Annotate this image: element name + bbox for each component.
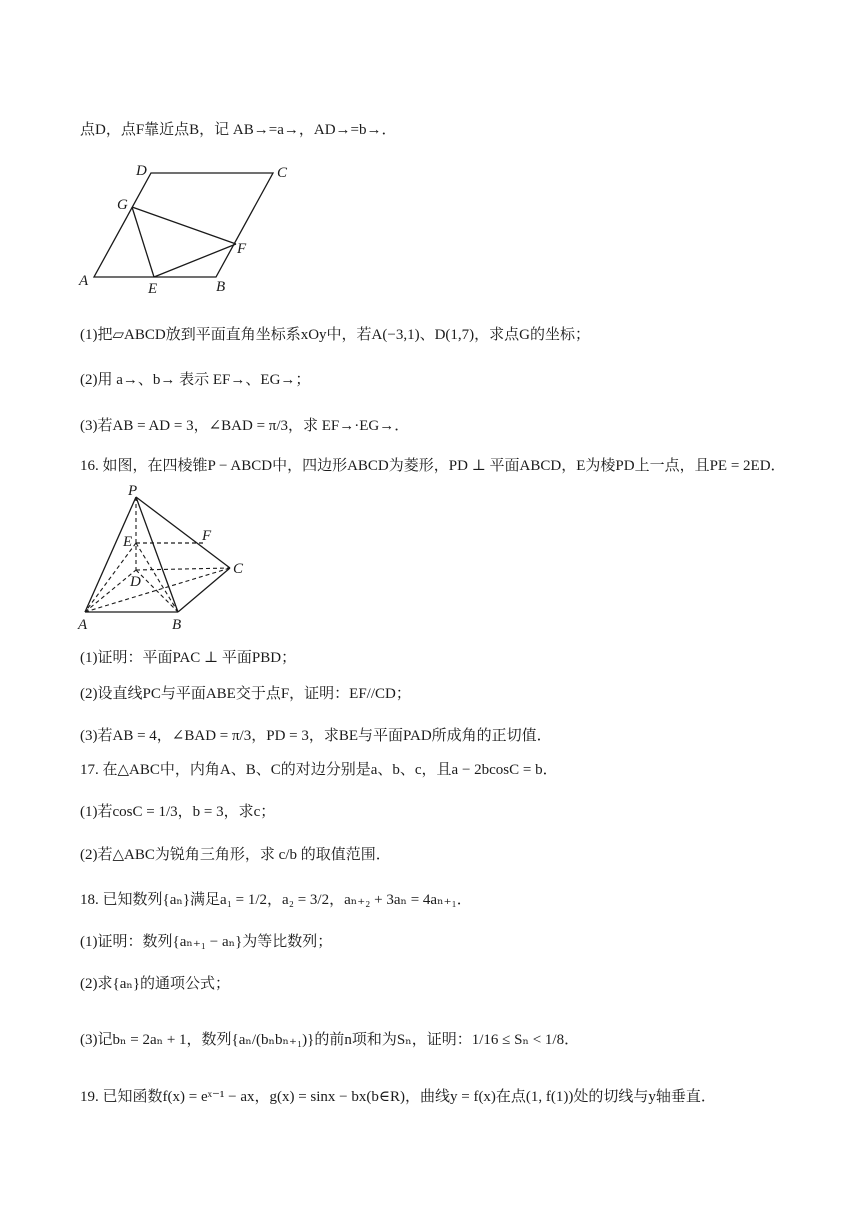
problem16-part3: (3)若AB = 4，∠BAD = π/3，PD = 3，求BE与平面PAD所成角的正切值．	[80, 728, 552, 744]
problem18-part3: (3)记bₙ = 2aₙ + 1，数列{aₙ/(bₙbₙ₊₁)}的前n项和为Sₙ，证明：1/16 ≤ Sₙ < 1/8．	[80, 1032, 580, 1048]
hidden-edge-dc	[136, 568, 230, 570]
problem18-statement: 18. 已知数列{aₙ}满足a₁ = 1/2，a₂ = 3/2，aₙ₊₂ + 3aₙ = 4aₙ₊₁．	[80, 892, 472, 908]
problem18-part1: (1)证明：数列{aₙ₊₁ − aₙ}为等比数列；	[80, 934, 333, 950]
label-c: C	[233, 561, 244, 577]
problem15-context: 点D，点F靠近点B，记 AB→=a→，AD→=b→．	[80, 122, 397, 138]
hidden-edge-db	[136, 570, 178, 612]
problem19-statement: 19. 已知函数f(x) = eˣ⁻¹ − ax，g(x) = sinx − bx(b∈R)，曲线y = f(x)在点(1, f(1))处的切线与y轴垂直．	[80, 1089, 716, 1105]
problem16-part1: (1)证明：平面PAC ⊥ 平面PBD；	[80, 650, 297, 666]
edge-pc	[136, 497, 230, 568]
problem15-part1: (1)把▱ABCD放到平面直角坐标系xOy中，若A(−3,1)、D(1,7)，求点G的坐标；	[80, 327, 590, 343]
hidden-diag-ac	[85, 568, 230, 612]
problem17-part1: (1)若cosC = 1/3，b = 3，求c；	[80, 804, 276, 820]
problem16-part2: (2)设直线PC与平面ABE交于点F，证明：EF//CD；	[80, 686, 411, 702]
label-a: A	[79, 273, 89, 289]
label-b: B	[172, 617, 182, 633]
label-f: F	[237, 241, 247, 257]
segment-ge	[132, 207, 154, 277]
edge-pa	[85, 497, 136, 612]
label-f: F	[202, 528, 212, 544]
segment-ef	[154, 244, 236, 277]
problem16-statement: 16. 如图，在四棱锥P − ABCD中，四边形ABCD为菱形，PD ⊥ 平面ABCD，E为棱PD上一点，且PE = 2ED．	[80, 458, 786, 474]
label-p: P	[128, 483, 138, 499]
parallelogram-figure	[70, 155, 310, 300]
label-a: A	[78, 617, 88, 633]
label-g: G	[117, 197, 128, 213]
label-d: D	[130, 574, 141, 590]
label-b: B	[216, 279, 226, 295]
label-d: D	[136, 163, 147, 179]
problem18-part2: (2)求{aₙ}的通项公式；	[80, 976, 231, 992]
hidden-edge-ad	[85, 570, 136, 612]
pyramid-figure	[70, 480, 260, 635]
problem15-part3: (3)若AB = AD = 3，∠BAD = π/3，求 EF→·EG→．	[80, 418, 410, 434]
label-e: E	[148, 281, 158, 297]
segment-gf	[132, 207, 236, 244]
label-c: C	[277, 165, 288, 181]
edge-bc	[178, 568, 230, 612]
problem17-statement: 17. 在△ABC中，内角A、B、C的对边分别是a、b、c，且a − 2bcosC = b．	[80, 762, 558, 778]
label-e: E	[123, 534, 133, 550]
problem15-part2: (2)用 a→、b→ 表示 EF→、EG→；	[80, 372, 311, 388]
problem17-part2: (2)若△ABC为锐角三角形，求 c/b 的取值范围．	[80, 847, 391, 863]
